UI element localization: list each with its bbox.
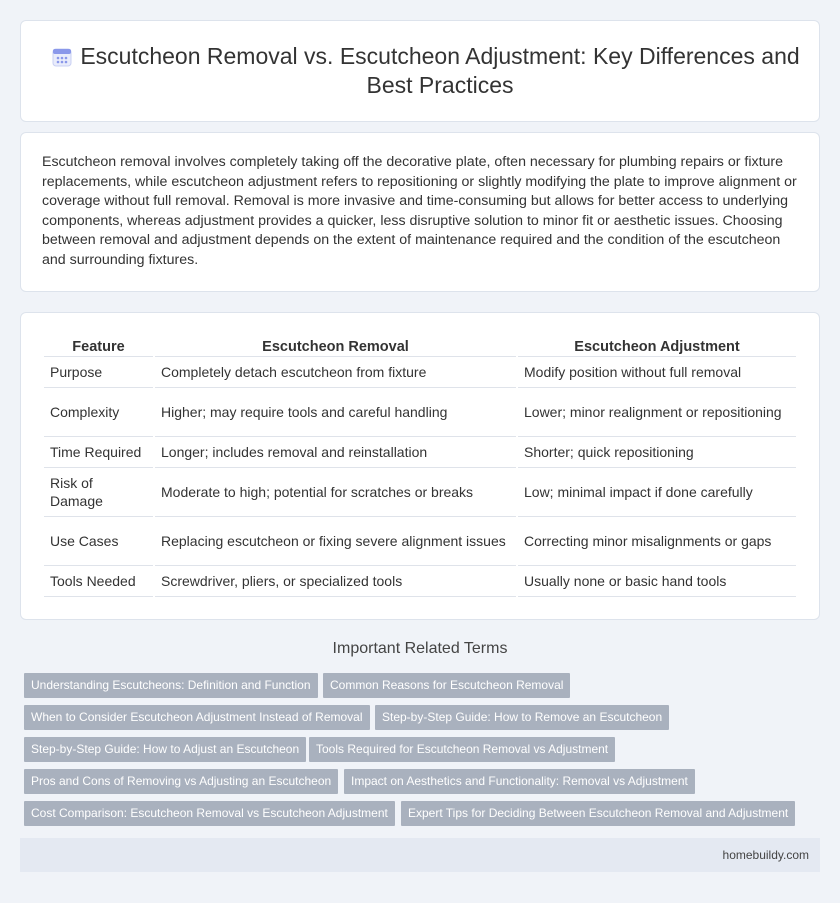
comparison-table-card bbox=[20, 312, 820, 620]
table-cell: Risk of Damage bbox=[44, 468, 153, 517]
intro-card bbox=[20, 132, 820, 292]
table-cell: Shorter; quick repositioning bbox=[518, 437, 796, 468]
table-row bbox=[44, 468, 796, 517]
table-row bbox=[44, 357, 796, 388]
related-tag[interactable]: Step-by-Step Guide: How to Adjust an Escutcheon bbox=[24, 737, 306, 762]
comparison-table bbox=[42, 335, 798, 597]
related-tag[interactable]: Pros and Cons of Removing vs Adjusting an Escutcheon bbox=[24, 769, 338, 794]
table-cell: Low; minimal impact if done carefully bbox=[518, 468, 796, 517]
table-cell: Purpose bbox=[44, 357, 153, 388]
table-row bbox=[44, 566, 796, 597]
table-cell: Lower; minor realignment or repositioning bbox=[518, 388, 796, 437]
table-cell: Usually none or basic hand tools bbox=[518, 566, 796, 597]
table-row bbox=[44, 517, 796, 566]
title-card bbox=[20, 20, 820, 122]
footer-site[interactable]: homebuildy.com bbox=[722, 848, 809, 862]
intro-paragraph: Escutcheon removal involves completely taking off the decorative plate, often necessary for plumbing repairs or fixture replacements, while escutcheon adjustment refers to repositioning or slightly modifying the plate to improve alignment or coverage without full removal. Removal is more invasive and time-consuming but allows for better access to underlying components, whereas adjustment provides a quicker, less disruptive solution to minor fit or aesthetic issues. Choosing between removal and adjustment depends on the extent of maintenance required and the condition of the escutcheon and surrounding fixtures. bbox=[42, 154, 797, 268]
header-feature: Feature bbox=[44, 335, 153, 357]
table-cell: Use Cases bbox=[44, 517, 153, 566]
table-cell: Replacing escutcheon or fixing severe alignment issues bbox=[155, 517, 516, 566]
table-cell: Modify position without full removal bbox=[518, 357, 796, 388]
table-cell: Longer; includes removal and reinstallation bbox=[155, 437, 516, 468]
footer bbox=[20, 838, 820, 872]
related-tag[interactable]: Common Reasons for Escutcheon Removal bbox=[323, 673, 570, 698]
related-tag[interactable]: Expert Tips for Deciding Between Escutcheon Removal and Adjustment bbox=[401, 801, 795, 826]
table-cell: Completely detach escutcheon from fixture bbox=[155, 357, 516, 388]
header-adjustment: Escutcheon Adjustment bbox=[518, 335, 796, 357]
related-tag[interactable]: Understanding Escutcheons: Definition and Function bbox=[24, 673, 318, 698]
table-row bbox=[44, 437, 796, 468]
page-title: Escutcheon Removal vs. Escutcheon Adjustment: Key Differences and Best Practices bbox=[80, 43, 800, 98]
table-cell: Tools Needed bbox=[44, 566, 153, 597]
table-cell: Correcting minor misalignments or gaps bbox=[518, 517, 796, 566]
related-tag[interactable]: Impact on Aesthetics and Functionality: Removal vs Adjustment bbox=[344, 769, 695, 794]
table-header-row bbox=[44, 335, 796, 357]
table-cell: Moderate to high; potential for scratches or breaks bbox=[155, 468, 516, 517]
table-cell: Complexity bbox=[44, 388, 153, 437]
table-cell: Screwdriver, pliers, or specialized tools bbox=[155, 566, 516, 597]
related-tag[interactable]: When to Consider Escutcheon Adjustment Instead of Removal bbox=[24, 705, 370, 730]
related-tag[interactable]: Step-by-Step Guide: How to Remove an Escutcheon bbox=[375, 705, 669, 730]
table-cell: Time Required bbox=[44, 437, 153, 468]
related-tag[interactable]: Cost Comparison: Escutcheon Removal vs Escutcheon Adjustment bbox=[24, 801, 395, 826]
related-terms-heading: Important Related Terms bbox=[332, 640, 508, 657]
related-tag[interactable]: Tools Required for Escutcheon Removal vs Adjustment bbox=[309, 737, 615, 762]
header-removal: Escutcheon Removal bbox=[155, 335, 516, 357]
table-row bbox=[44, 388, 796, 437]
table-cell: Higher; may require tools and careful handling bbox=[155, 388, 516, 437]
